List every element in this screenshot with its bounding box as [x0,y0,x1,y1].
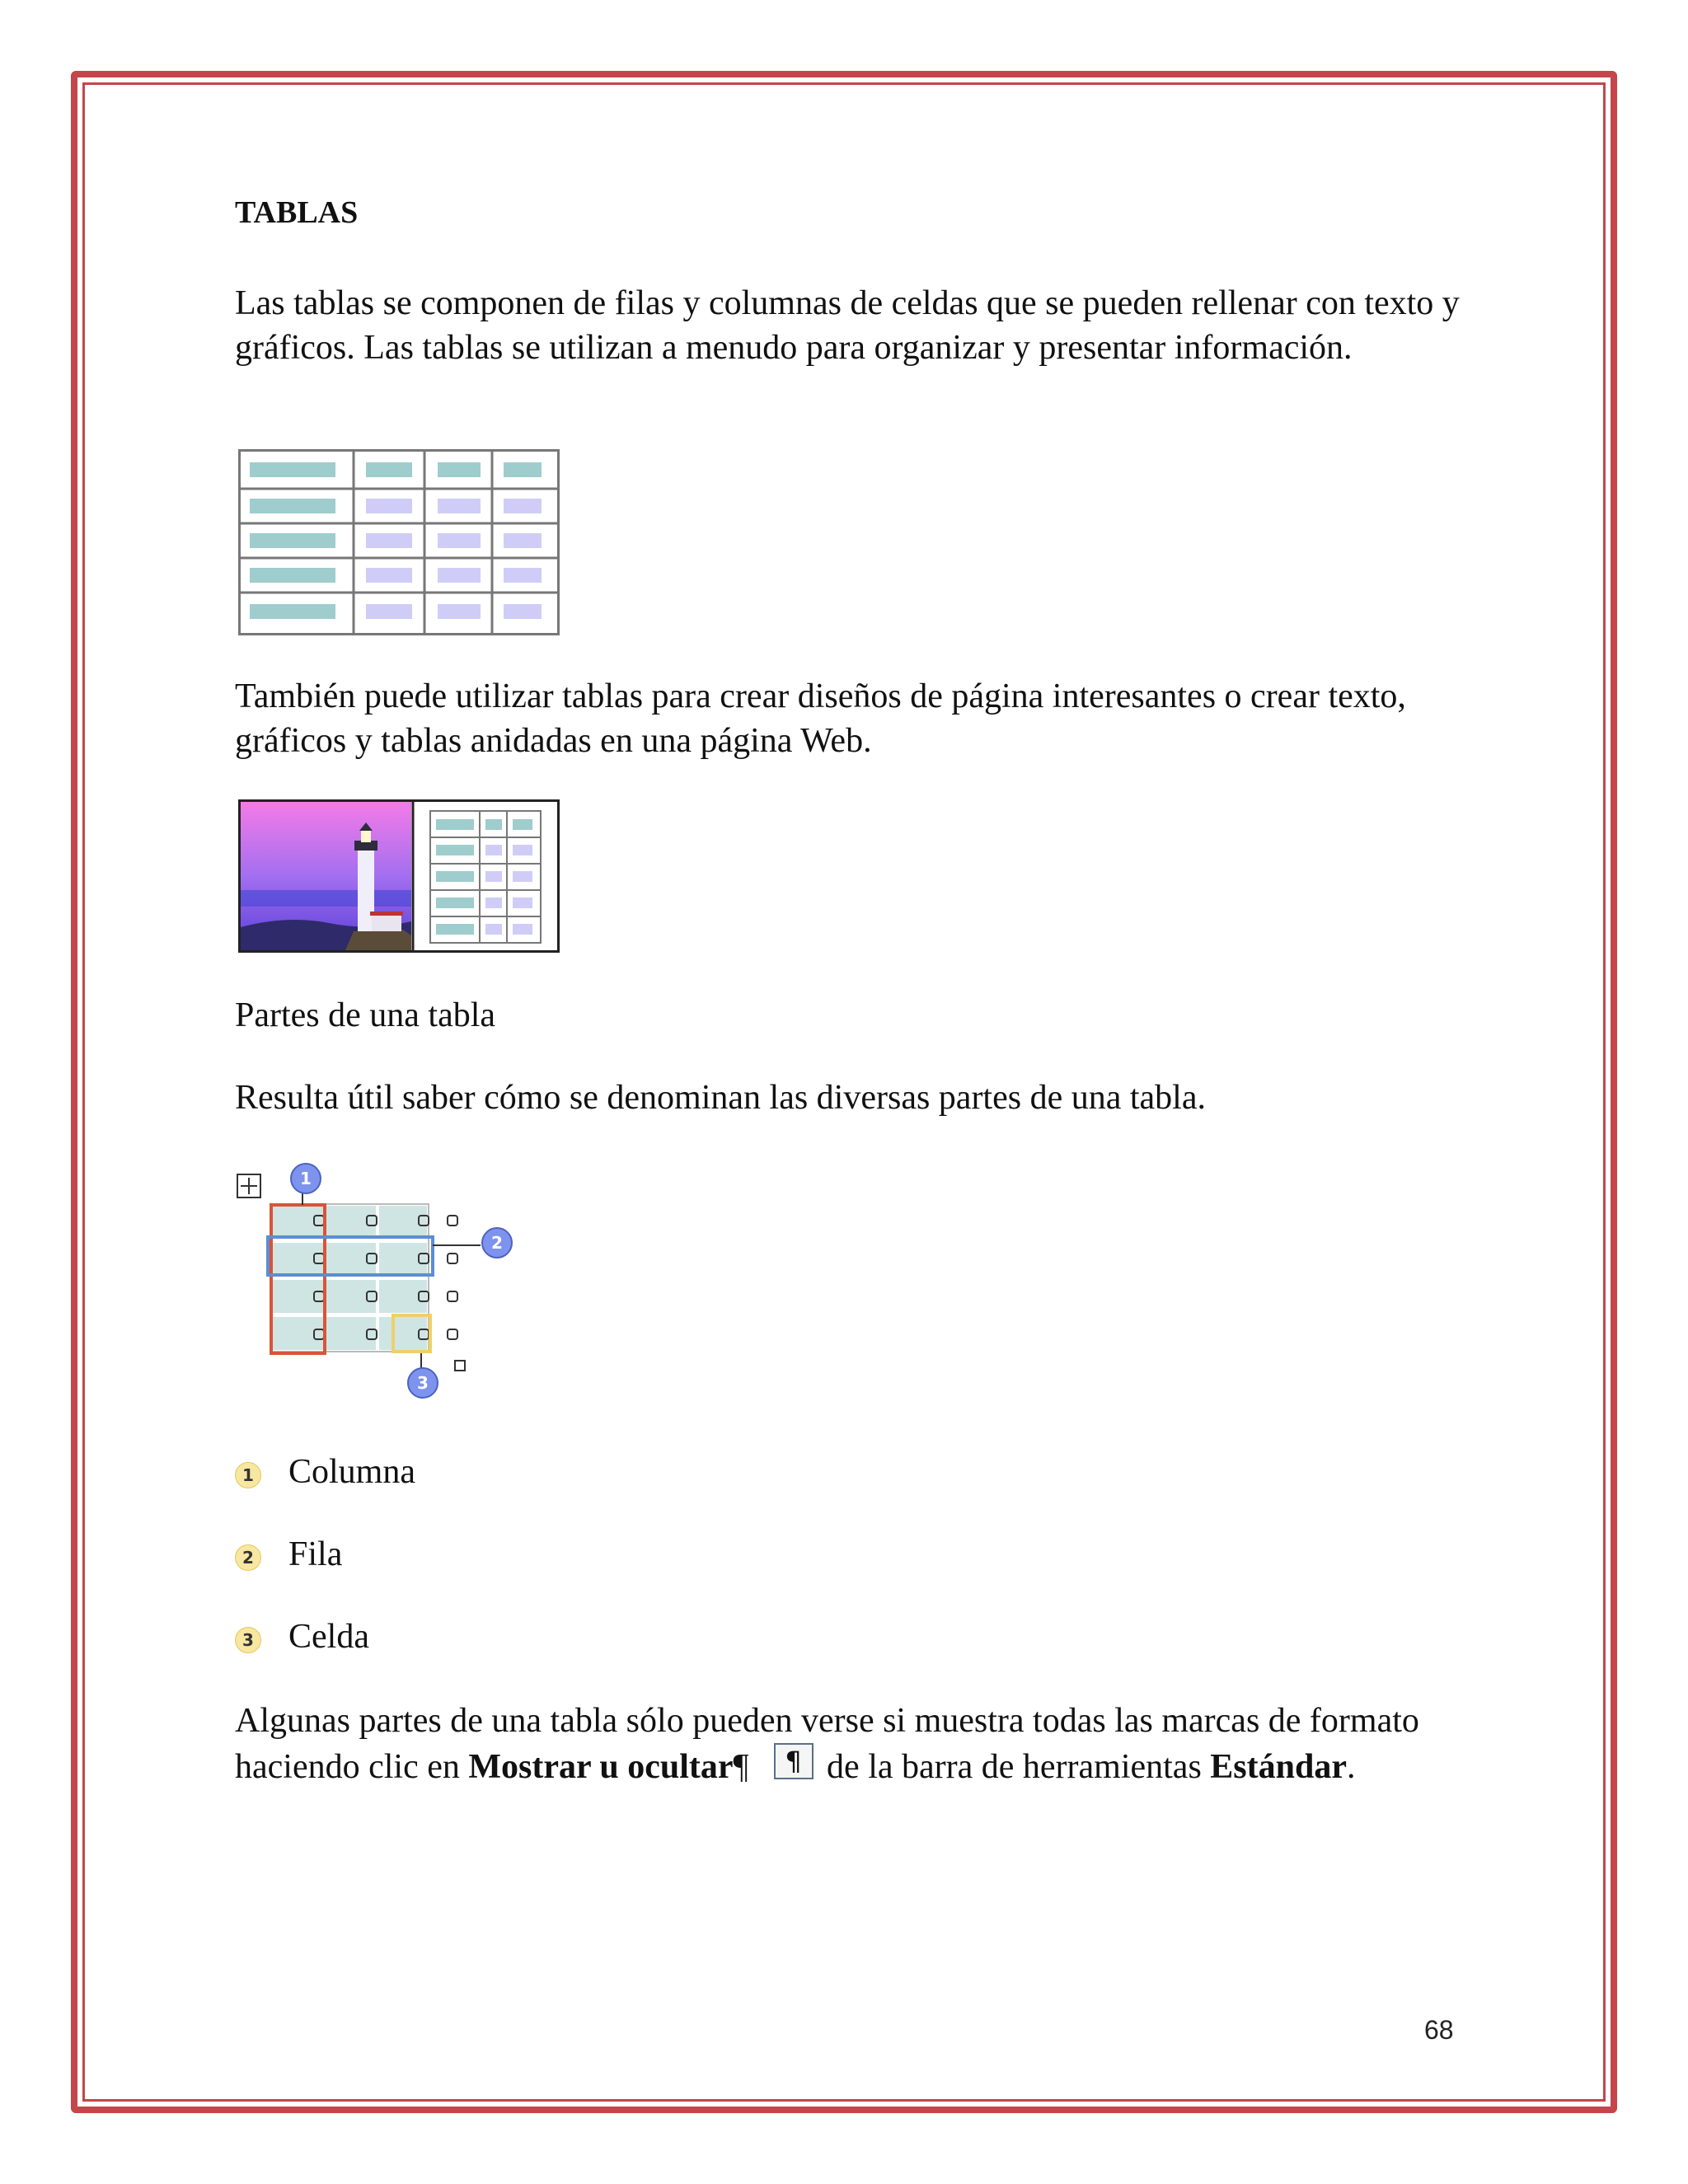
section-heading: TABLAS [235,195,359,230]
legend-number-badge: 3 [235,1627,261,1653]
page-number: 68 [1424,2015,1454,2045]
subheading: Partes de una tabla [235,996,496,1034]
legend-label: Fila [288,1535,343,1573]
callout-3: 3 [417,1373,429,1393]
legend-number-badge: 1 [235,1462,261,1488]
callout-2: 2 [491,1233,503,1253]
formatting-marks-paragraph [235,1698,1471,1790]
show-hide-button[interactable]: ¶ [774,1743,814,1779]
intro-paragraph: Las tablas se componen de filas y columnas de celdas que se pueden rellenar con texto y gráficos. Las tablas se utilizan a menudo para organizar y presentar información. [235,284,1460,367]
legend-number-badge: 2 [235,1544,261,1571]
show-hide-command-name: Mostrar u ocultar [468,1748,734,1786]
legend-label: Celda [288,1618,369,1656]
callout-1: 1 [300,1169,312,1188]
pilcrow-symbol: ¶ [733,1748,749,1786]
sample-table-illustration [238,449,561,637]
table-parts-diagram [235,1154,532,1418]
resize-handle-icon [455,1361,465,1371]
legend-label: Columna [288,1453,415,1491]
note-text: Algunas partes de una tabla sólo pueden verse si muestra todas las marcas de formato haciendo clic en [235,1702,1419,1786]
lighthouse-layout-illustration [238,799,561,954]
layout-paragraph: También puede utilizar tablas para crear diseños de página interesantes o crear texto, gráficos y tablas anidadas en una página Web. [235,677,1406,760]
note-text: . [1347,1748,1356,1786]
parts-intro-paragraph: Resulta útil saber cómo se denominan las diversas partes de una tabla. [235,1079,1206,1117]
standard-toolbar-name: Estándar [1210,1748,1347,1786]
note-text: de la barra de herramientas [818,1748,1211,1786]
move-handle-icon [237,1174,260,1197]
